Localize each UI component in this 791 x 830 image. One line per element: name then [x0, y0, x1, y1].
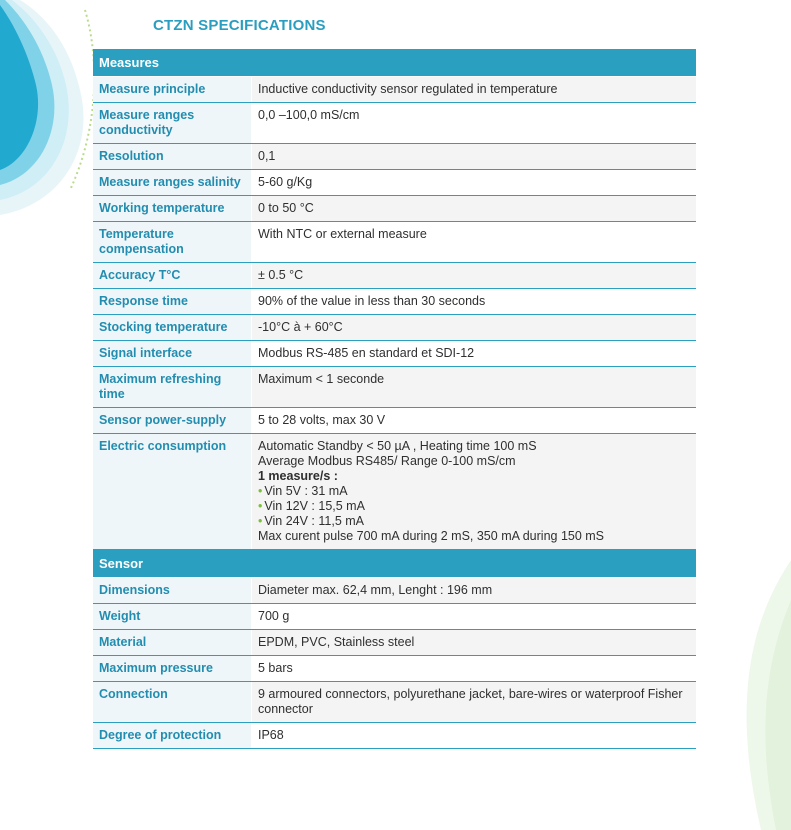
spec-value — [252, 434, 697, 550]
section-header-measures — [93, 49, 696, 77]
spec-row — [93, 77, 696, 103]
spec-label: Measure principle — [93, 77, 252, 103]
spec-label: Temperature compensation — [93, 222, 252, 263]
electric-bullet-item: • Vin 24V : 11,5 mA — [258, 514, 364, 528]
spec-label: Maximum refreshing time — [93, 367, 252, 408]
spec-label: Accuracy T°C — [93, 263, 252, 289]
spec-value: 700 g — [252, 604, 697, 630]
spec-value: 0,0 –100,0 mS/cm — [252, 103, 697, 144]
electric-line: Average Modbus RS485/ Range 0-100 mS/cm — [258, 454, 516, 468]
spec-value: Maximum < 1 seconde — [252, 367, 697, 408]
bullet-icon: • — [258, 514, 263, 528]
spec-label: Stocking temperature — [93, 315, 252, 341]
spec-row — [93, 604, 696, 630]
electric-line-heading: 1 measure/s : — [258, 469, 338, 483]
spec-row — [93, 367, 696, 408]
spec-row — [93, 170, 696, 196]
spec-row — [93, 656, 696, 682]
spec-value: 0 to 50 °C — [252, 196, 697, 222]
section-title: Sensor — [93, 550, 696, 578]
spec-row — [93, 103, 696, 144]
spec-row — [93, 222, 696, 263]
spec-label: Maximum pressure — [93, 656, 252, 682]
spec-row — [93, 408, 696, 434]
bullet-icon: • — [258, 499, 263, 513]
spec-value: EPDM, PVC, Stainless steel — [252, 630, 697, 656]
spec-value: With NTC or external measure — [252, 222, 697, 263]
spec-value: 5-60 g/Kg — [252, 170, 697, 196]
spec-label: Degree of protection — [93, 723, 252, 749]
spec-label: Dimensions — [93, 578, 252, 604]
section-header-sensor — [93, 550, 696, 578]
spec-row — [93, 630, 696, 656]
spec-label: Connection — [93, 682, 252, 723]
spec-value: ± 0.5 °C — [252, 263, 697, 289]
decorative-swoosh-right — [711, 560, 791, 830]
spec-value: 9 armoured connectors, polyurethane jacket, bare-wires or waterproof Fisher connector — [252, 682, 697, 723]
spec-label: Resolution — [93, 144, 252, 170]
spec-label: Measure ranges salinity — [93, 170, 252, 196]
spec-table — [93, 49, 696, 749]
spec-row — [93, 144, 696, 170]
spec-label: Material — [93, 630, 252, 656]
spec-row — [93, 289, 696, 315]
spec-label: Measure ranges conductivity — [93, 103, 252, 144]
spec-row — [93, 315, 696, 341]
page-title: CTZN SPECIFICATIONS — [153, 17, 326, 34]
spec-label: Response time — [93, 289, 252, 315]
electric-line: Max curent pulse 700 mA during 2 mS, 350 mA during 150 mS — [258, 529, 605, 543]
spec-row-electric-consumption — [93, 434, 696, 550]
spec-value: 5 bars — [252, 656, 697, 682]
spec-value: Inductive conductivity sensor regulated in temperature — [252, 77, 697, 103]
spec-label: Signal interface — [93, 341, 252, 367]
spec-value: 0,1 — [252, 144, 697, 170]
spec-value: IP68 — [252, 723, 697, 749]
electric-bullet-item: • Vin 12V : 15,5 mA — [258, 499, 365, 513]
spec-label: Working temperature — [93, 196, 252, 222]
spec-label: Weight — [93, 604, 252, 630]
spec-label: Electric consumption — [93, 434, 252, 550]
spec-value: 90% of the value in less than 30 seconds — [252, 289, 697, 315]
spec-value: Diameter max. 62,4 mm, Lenght : 196 mm — [252, 578, 697, 604]
spec-row — [93, 341, 696, 367]
spec-row — [93, 263, 696, 289]
spec-label: Sensor power-supply — [93, 408, 252, 434]
spec-value: Modbus RS-485 en standard et SDI-12 — [252, 341, 697, 367]
bullet-icon: • — [258, 484, 263, 498]
spec-row — [93, 682, 696, 723]
section-title: Measures — [93, 49, 696, 77]
spec-value: -10°C à + 60°C — [252, 315, 697, 341]
spec-row — [93, 196, 696, 222]
electric-line: Automatic Standby < 50 µA , Heating time 100 mS — [258, 439, 537, 453]
spec-row — [93, 723, 696, 749]
spec-value: 5 to 28 volts, max 30 V — [252, 408, 697, 434]
spec-row — [93, 578, 696, 604]
electric-bullet-item: • Vin 5V : 31 mA — [258, 484, 348, 498]
